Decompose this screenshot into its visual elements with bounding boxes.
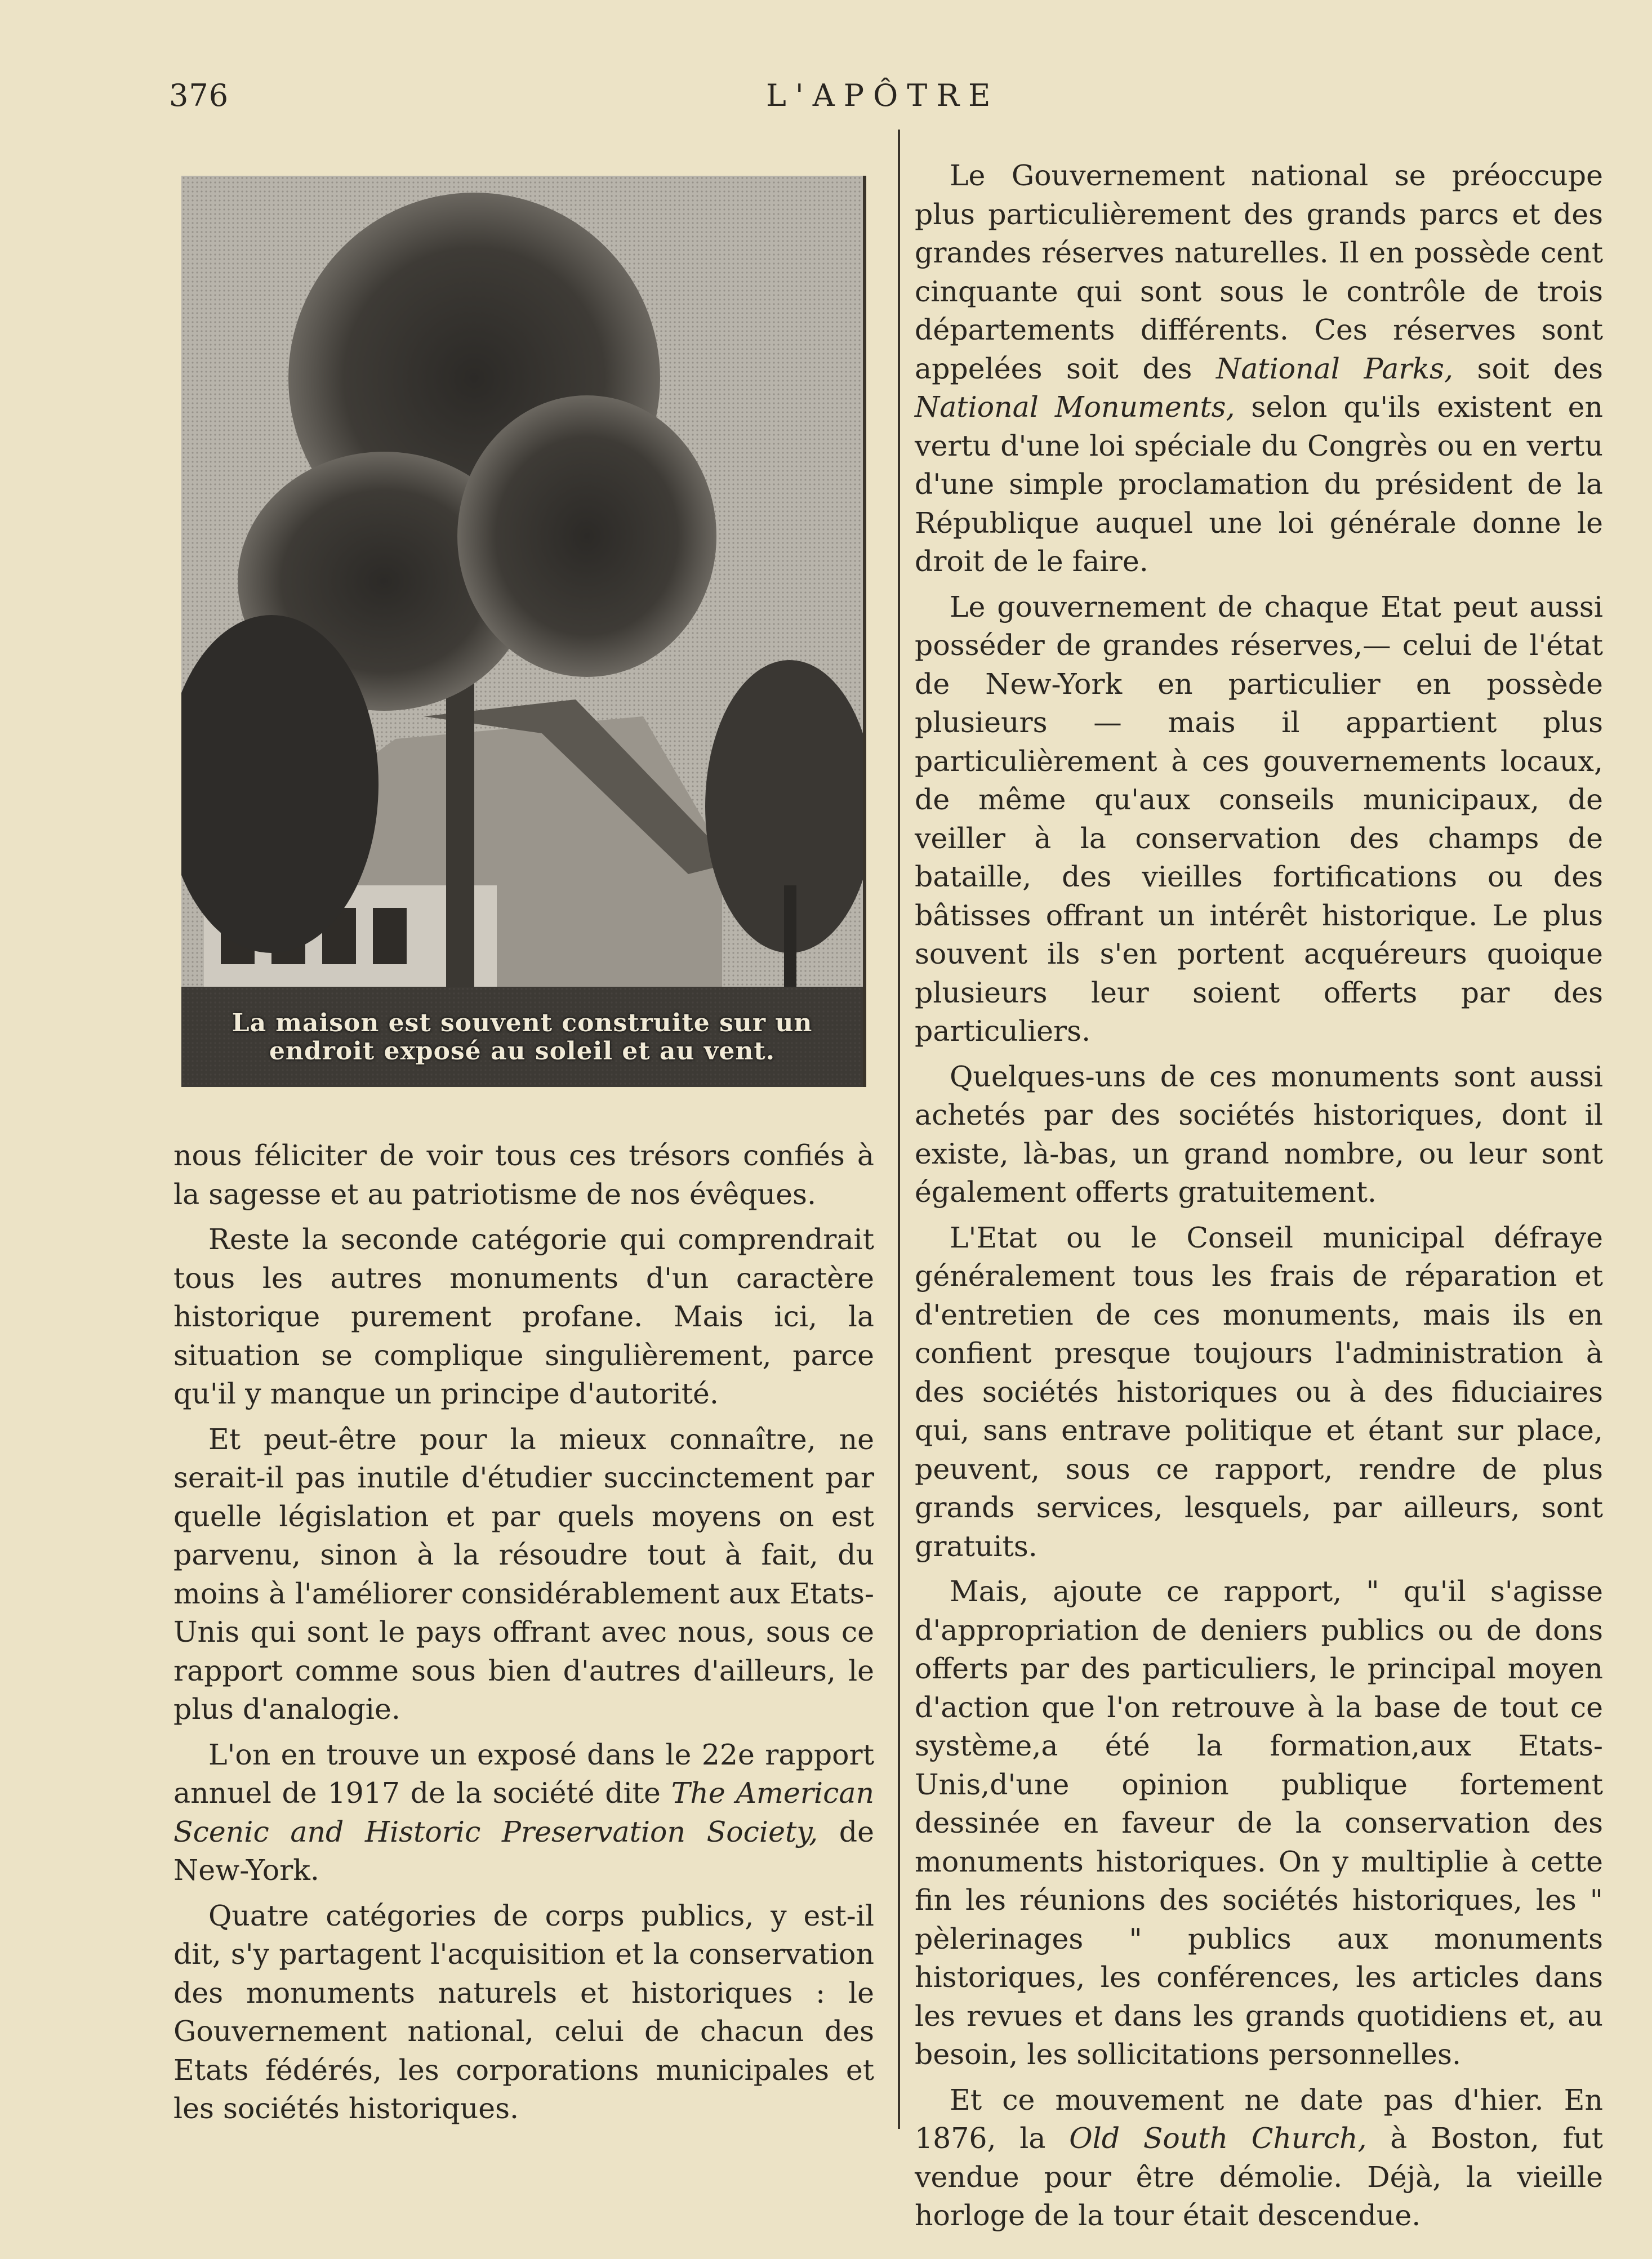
photo-caption: [181, 1009, 863, 1066]
right-paragraph-4: L'Etat ou le Conseil municipal défraye généralement tous les frais de réparation et d'entretien de ces monuments, mais ils en confient presque toujours l'administration à des sociétés historiques ou à des fiduciaires qui, sans entrave politique et étant sur place, peuvent, sous ce rapport, rendre de plus grands services, lesquels, par ailleurs, sont gratuits.: [915, 1220, 1603, 1563]
house-photo: [181, 176, 866, 1087]
right-paragraph-1-text-a: Le Gouvernement national se préoccupe plus particulièrement des grands parcs et des grandes réserves naturelles. Il en possède cent cinquante qui sont sous le contrôle de trois départements différents. Ces réserves sont appelées soit des: [915, 159, 1603, 385]
society-name: The American Scenic and Historic Preservation Society,: [173, 1776, 875, 1848]
right-paragraph-6-text-b: à Boston, fut vendue pour être démolie. Déjà, la vieille horloge de la tour était descendue.: [915, 2122, 1604, 2232]
old-south-church-term: Old South Church,: [1069, 2122, 1367, 2155]
right-paragraph-3: Quelques-uns de ces monuments sont aussi achetés par des sociétés historiques, dont il existe, là-bas, un grand nombre, ou leur sont également offerts gratuitement.: [915, 1059, 1603, 1209]
right-paragraph-6: [915, 2081, 1603, 2235]
right-paragraph-1-text-c: selon qu'ils existent en vertu d'une loi spéciale du Congrès ou en vertu d'une simple proclamation du président de la République auquel une loi générale donne le droit de le faire.: [915, 390, 1604, 578]
left-column: [173, 1137, 874, 2135]
column-divider: [898, 130, 900, 2129]
photo-caption-line-2: endroit exposé au soleil et au vent.: [269, 1037, 776, 1066]
right-paragraph-1: [915, 157, 1603, 581]
left-paragraph-2: Reste la seconde catégorie qui comprendrait tous les autres monuments d'un caractère historique purement profane. Mais ici, la situation se complique singulièrement, parce qu'il y manque un principe d'autorité.: [173, 1223, 874, 1410]
house-photo-image: [181, 176, 863, 1087]
left-paragraph-4-text-b: de New-York.: [173, 1815, 875, 1887]
left-paragraph-1: nous féliciter de voir tous ces trésors confiés à la sagesse et au patriotisme de nos évêques.: [173, 1139, 874, 1211]
photo-caption-line-1: La maison est souvent construite sur un: [231, 1009, 813, 1037]
page-number: 376: [169, 78, 229, 113]
national-monuments-term: National Monuments,: [915, 390, 1235, 424]
left-paragraph-4: [173, 1736, 874, 1890]
right-paragraph-2: Le gouvernement de chaque Etat peut aussi posséder de grandes réserves,— celui de l'état de New-York en particulier en possède plusieurs — mais il appartient plus particulièrement à ces gouvernements locaux, de même qu'aux conseils municipaux, de veiller à la conservation des champs de bataille, des vieilles fortifications ou des bâtisses offrant un intérêt historique. Le plus souvent ils s'en portent acquéreurs quoique plusieurs leur soient offerts par des particuliers.: [915, 590, 1603, 1048]
right-paragraph-1-text-b: soit des: [1453, 351, 1603, 385]
right-column: [915, 157, 1603, 2242]
right-paragraph-5: Mais, ajoute ce rapport, " qu'il s'agisse d'appropriation de deniers publics ou de dons offerts par des particuliers, le principal moyen d'action que l'on retrouve à la base de tout ce système,a été la formation,aux Etats-Unis,d'une opinion publique fortement dessinée en faveur de la conservation des monuments historiques. On y multiplie à cette fin les réunions des sociétés historiques, les " pèlerinages " publics aux monuments historiques, les conférences, les articles dans les revues et dans les grands quotidiens et, au besoin, les sollicitations personnelles.: [915, 1575, 1603, 2071]
running-title: L'APÔTRE: [766, 78, 1000, 113]
left-paragraph-5: Quatre catégories de corps publics, y est-il dit, s'y partagent l'acquisition et la conservation des monuments naturels et historiques : le Gouvernement national, celui de chacun des Etats fédérés, les corporations municipales et les sociétés historiques.: [173, 1899, 874, 2125]
national-parks-term: National Parks,: [1216, 351, 1454, 385]
left-paragraph-4-text-a: L'on en trouve un exposé dans le 22e rapport annuel de 1917 de la société dite: [173, 1737, 874, 1810]
right-paragraph-6-text-a: Et ce mouvement ne date pas d'hier. En 1876, la: [915, 2083, 1603, 2155]
left-paragraph-3: Et peut-être pour la mieux connaître, ne serait-il pas inutile d'étudier succinctement par quelle législation et par quels moyens on est parvenu, sinon à la résoudre tout à fait, du moins à l'améliorer considérablement aux Etats-Unis qui sont le pays offrant avec nous, sous ce rapport comme sous bien d'autres d'ailleurs, le plus d'analogie.: [173, 1422, 874, 1726]
